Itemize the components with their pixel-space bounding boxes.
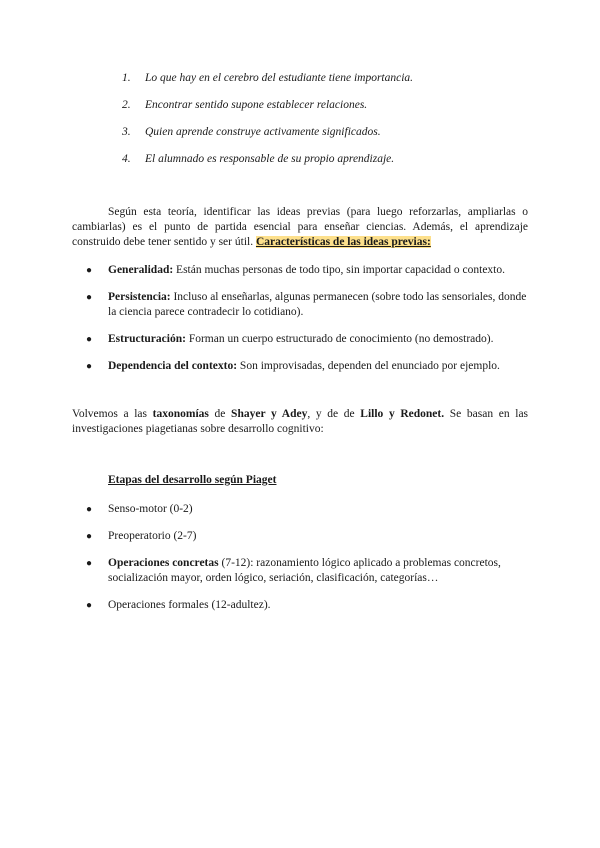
bullet-icon: ● — [86, 292, 93, 303]
item-text: Lo que hay en el cerebro del estudiante tiene importancia. — [145, 72, 414, 84]
item-number: 2. — [122, 99, 131, 111]
item-text: Son improvisadas, dependen del enunciado por ejemplo. — [239, 360, 500, 372]
item-term: Operaciones concretas — [108, 557, 219, 569]
bullet-icon: ● — [86, 265, 93, 276]
piaget-stages-list — [86, 502, 530, 613]
bold-run: taxonomías — [152, 408, 209, 420]
item-number: 3. — [122, 126, 131, 138]
piaget-heading: Etapas del desarrollo según Piaget — [108, 474, 277, 486]
list-item — [86, 598, 530, 613]
list-item — [86, 556, 530, 586]
item-text: Operaciones formales (12-adultez). — [108, 599, 271, 611]
item-text: El alumnado es responsable de su propio aprendizaje. — [145, 153, 395, 165]
list-item — [86, 290, 530, 320]
item-term: Estructuración: — [108, 333, 186, 345]
item-text: Encontrar sentido supone establecer relaciones. — [145, 99, 368, 111]
bold-run: Shayer y Adey — [231, 408, 308, 420]
item-text: Están muchas personas de todo tipo, sin importar capacidad o contexto. — [176, 264, 505, 276]
bullet-icon: ● — [86, 531, 93, 542]
bullet-icon: ● — [86, 361, 93, 372]
item-text: Forman un cuerpo estructurado de conocimiento (no demostrado). — [188, 333, 494, 345]
list-item — [122, 95, 522, 122]
highlighted-heading: Características de las ideas previas: — [255, 236, 431, 248]
list-item — [86, 359, 530, 374]
bullet-icon: ● — [86, 600, 93, 611]
text-run: Se basan en las investigaciones piagetianas sobre desarrollo cognitivo: — [72, 408, 529, 435]
numbered-list — [122, 68, 522, 176]
theory-paragraph — [72, 205, 528, 250]
item-text: Senso-motor (0-2) — [108, 503, 193, 515]
item-text: Incluso al enseñarlas, algunas permanecen (sobre todo las sensoriales, donde la ciencia parece contradecir lo cotidiano). — [108, 291, 527, 318]
item-term: Dependencia del contexto: — [108, 360, 238, 372]
list-item — [122, 68, 522, 95]
item-number: 1. — [122, 72, 131, 84]
item-term: Generalidad: — [108, 264, 174, 276]
item-text: (7-12): razonamiento lógico aplicado a problemas concretos, socialización mayor, orden lógico, seriación, clasificación, categorías… — [108, 557, 501, 584]
item-text: Preoperatorio (2-7) — [108, 530, 197, 542]
bold-run: Lillo y Redonet. — [360, 408, 445, 420]
item-term: Persistencia: — [108, 291, 171, 303]
list-item — [86, 332, 530, 347]
text-run: Volvemos a las — [72, 408, 147, 420]
list-item — [86, 529, 530, 544]
paragraph-text: Según esta teoría, identificar las ideas previas (para luego reforzarlas, ampliarlas o cambiarlas) es el punto de partida esencial para enseñar ciencias. Además, el aprendizaje construido debe tener sentido y ser útil. — [72, 206, 528, 248]
item-number: 4. — [122, 153, 131, 165]
bullet-icon: ● — [86, 504, 93, 515]
list-item — [86, 502, 530, 517]
list-item — [86, 263, 530, 278]
list-item — [122, 149, 522, 176]
bullet-icon: ● — [86, 334, 93, 345]
taxonomies-paragraph — [72, 407, 528, 437]
bullet-icon: ● — [86, 558, 93, 569]
item-text: Quien aprende construye activamente significados. — [145, 126, 381, 138]
list-item — [122, 122, 522, 149]
text-run: , y de de — [307, 408, 355, 420]
text-run: de — [214, 408, 226, 420]
characteristics-list — [86, 263, 530, 374]
